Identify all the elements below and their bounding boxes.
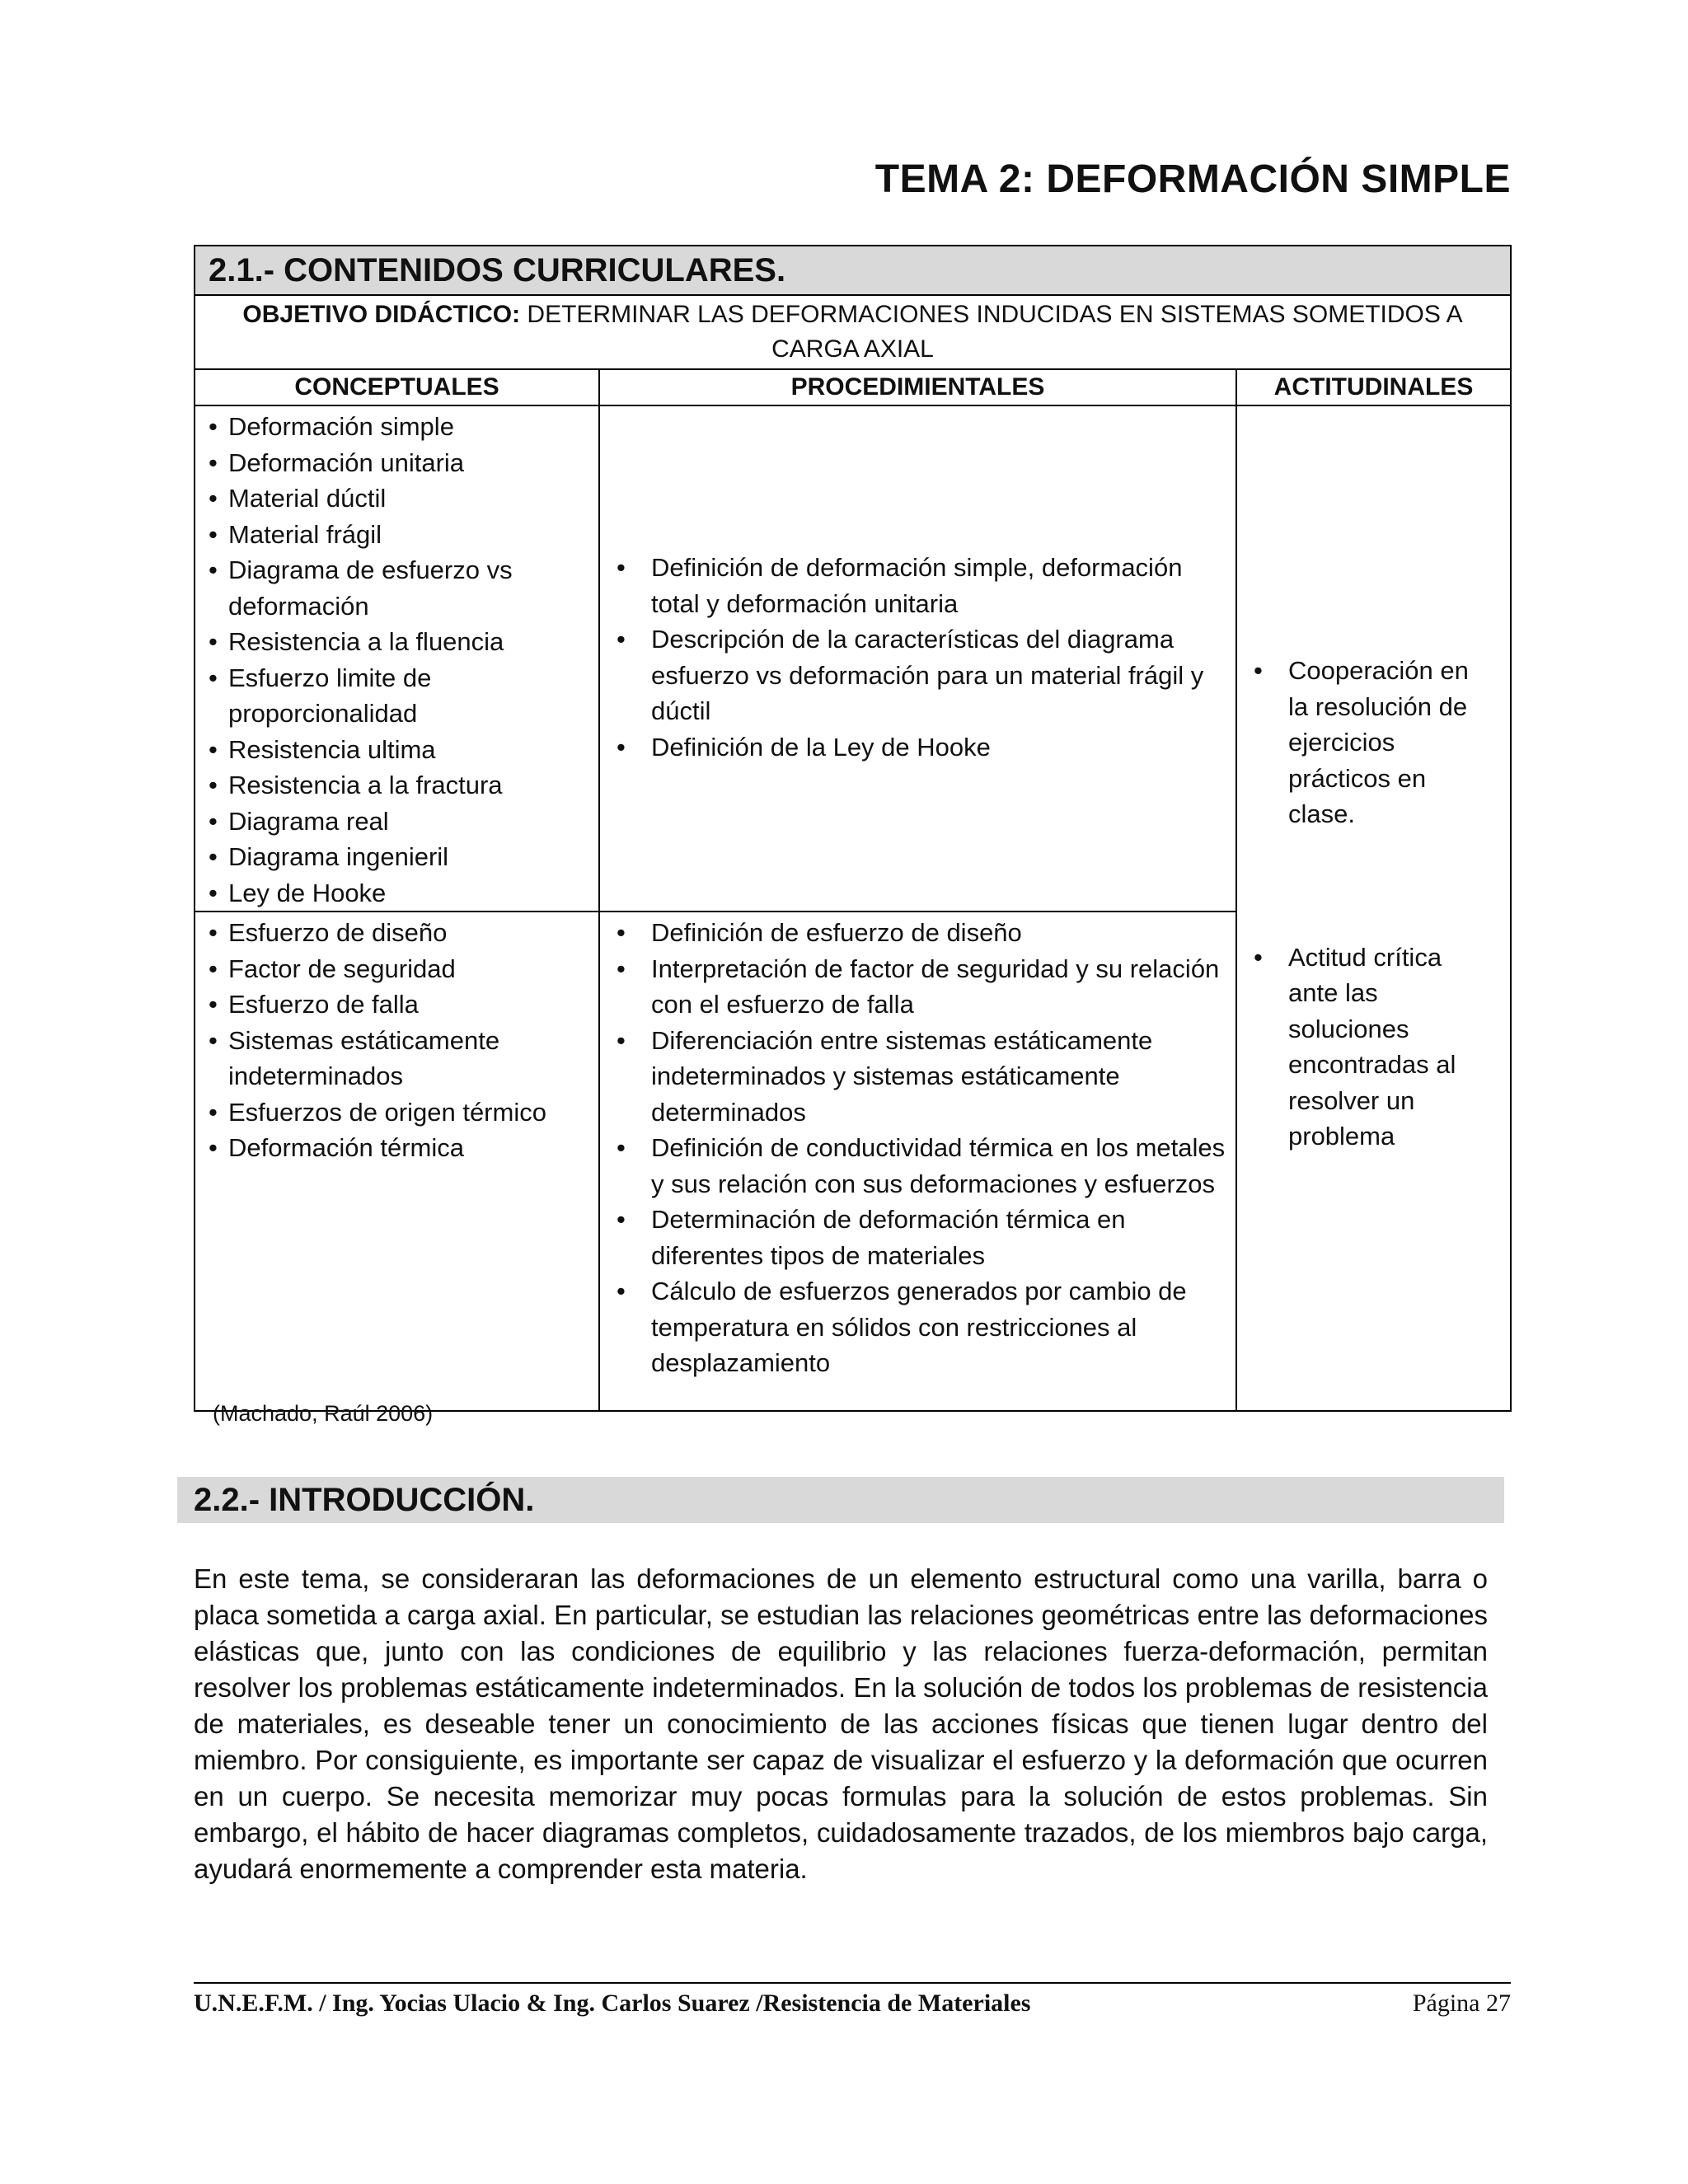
conceptuales-cell-1 [195, 405, 599, 912]
list-item: • Cálculo de esfuerzos generados por cambio de temperatura en sólidos con restricciones al desplazamiento [600, 1273, 1236, 1381]
list-item: • Descripción de la características del diagrama esfuerzo vs deformación para un material frágil y dúctil [600, 621, 1236, 729]
footer-author-line: U.N.E.F.M. / Ing. Yocias Ulacio & Ing. Carlos Suarez /Resistencia de Materiales [194, 1990, 1031, 2017]
objective-text: DETERMINAR LAS DEFORMACIONES INDUCIDAS EN SISTEMAS SOMETIDOS A CARGA AXIAL [520, 301, 1463, 363]
list-item: • Material dúctil [195, 480, 598, 517]
list-item: • Resistencia a la fractura [195, 767, 598, 804]
column-header-procedimentales: PROCEDIMIENTALES [599, 369, 1236, 405]
list-item: • Esfuerzo de falla [195, 987, 598, 1023]
list-item: • Definición de conductividad térmica en los metales y sus relación con sus deformaciones y esfuerzos [600, 1130, 1236, 1202]
list-item: • Deformación simple [195, 409, 598, 445]
procedimentales-cell-2 [599, 912, 1236, 1411]
procedimentales-cell-1 [599, 405, 1236, 912]
list-item: • Ley de Hooke [195, 875, 598, 912]
list-item: • Deformación unitaria [195, 445, 598, 481]
list-item: • Diagrama de esfuerzo vs deformación [195, 552, 598, 624]
list-item: • Diagrama ingenieril [195, 839, 598, 875]
page-title: TEMA 2: DEFORMACIÓN SIMPLE [874, 157, 1511, 201]
list-item: • Interpretación de factor de seguridad y su relación con el esfuerzo de falla [600, 951, 1236, 1023]
column-header-actitudinales: ACTITUDINALES [1236, 369, 1511, 405]
list-item: • Determinación de deformación térmica en diferentes tipos de materiales [600, 1202, 1236, 1273]
list-item: • Sistemas estáticamente indeterminados [195, 1023, 598, 1094]
list-item: • Material frágil [195, 517, 598, 553]
list-item: • Cooperación en la resolución de ejercicios prácticos en clase. [1237, 653, 1510, 832]
list-item: • Definición de deformación simple, deformación total y deformación unitaria [600, 550, 1236, 621]
column-header-conceptuales: CONCEPTUALES [195, 369, 599, 405]
list-item: • Esfuerzo de diseño [195, 915, 598, 951]
list-item: • Resistencia ultima [195, 732, 598, 768]
objective-label: OBJETIVO DIDÁCTICO: [242, 301, 521, 328]
list-item: • Esfuerzos de origen térmico [195, 1094, 598, 1131]
list-item: • Diferenciación entre sistemas estáticamente indeterminados y sistemas estáticamente determinados [600, 1023, 1236, 1131]
list-item: • Factor de seguridad [195, 951, 598, 987]
list-item: • Definición de la Ley de Hooke [600, 729, 1236, 766]
curriculum-table [194, 245, 1512, 1412]
actitudinales-cell [1236, 405, 1511, 1411]
intro-paragraph: En este tema, se consideraran las deformaciones de un elemento estructural como una varilla, barra o placa sometida a carga axial. En particular, se estudian las relaciones geométricas entre las deformaciones elásticas que, junto con las condiciones de equilibrio y las relaciones fuerza-deformación, permitan resolver los problemas estáticamente indeterminados. En la solución de todos los problemas de resistencia de materiales, es deseable tener un conocimiento de las acciones físicas que tienen lugar dentro del miembro. Por consiguiente, es importante ser capaz de visualizar el esfuerzo y la deformación que ocurren en un cuerpo. Se necesita memorizar muy pocas formulas para la solución de estos problemas. Sin embargo, el hábito de hacer diagramas completos, cuidadosamente trazados, de los miembros bajo carga, ayudará enormemente a comprender esta materia. [194, 1563, 1488, 1884]
conceptuales-cell-2 [195, 912, 599, 1411]
section-1-heading: 2.1.- CONTENIDOS CURRICULARES. [195, 246, 1511, 295]
list-item: • Resistencia a la fluencia [195, 624, 598, 660]
section-2-heading: 2.2.- INTRODUCCIÓN. [177, 1477, 1504, 1523]
list-item: • Esfuerzo limite de proporcionalidad [195, 660, 598, 732]
objective-row [195, 295, 1511, 369]
list-item: • Actitud crítica ante las soluciones encontradas al resolver un problema [1237, 940, 1510, 1155]
footer-divider [194, 1982, 1511, 1984]
list-item: • Diagrama real [195, 804, 598, 840]
list-item: • Definición de esfuerzo de diseño [600, 915, 1236, 951]
citation: (Machado, Raúl 2006) [213, 1401, 434, 1426]
page-number: Página 27 [1412, 1990, 1511, 2017]
list-item: • Deformación térmica [195, 1130, 598, 1166]
